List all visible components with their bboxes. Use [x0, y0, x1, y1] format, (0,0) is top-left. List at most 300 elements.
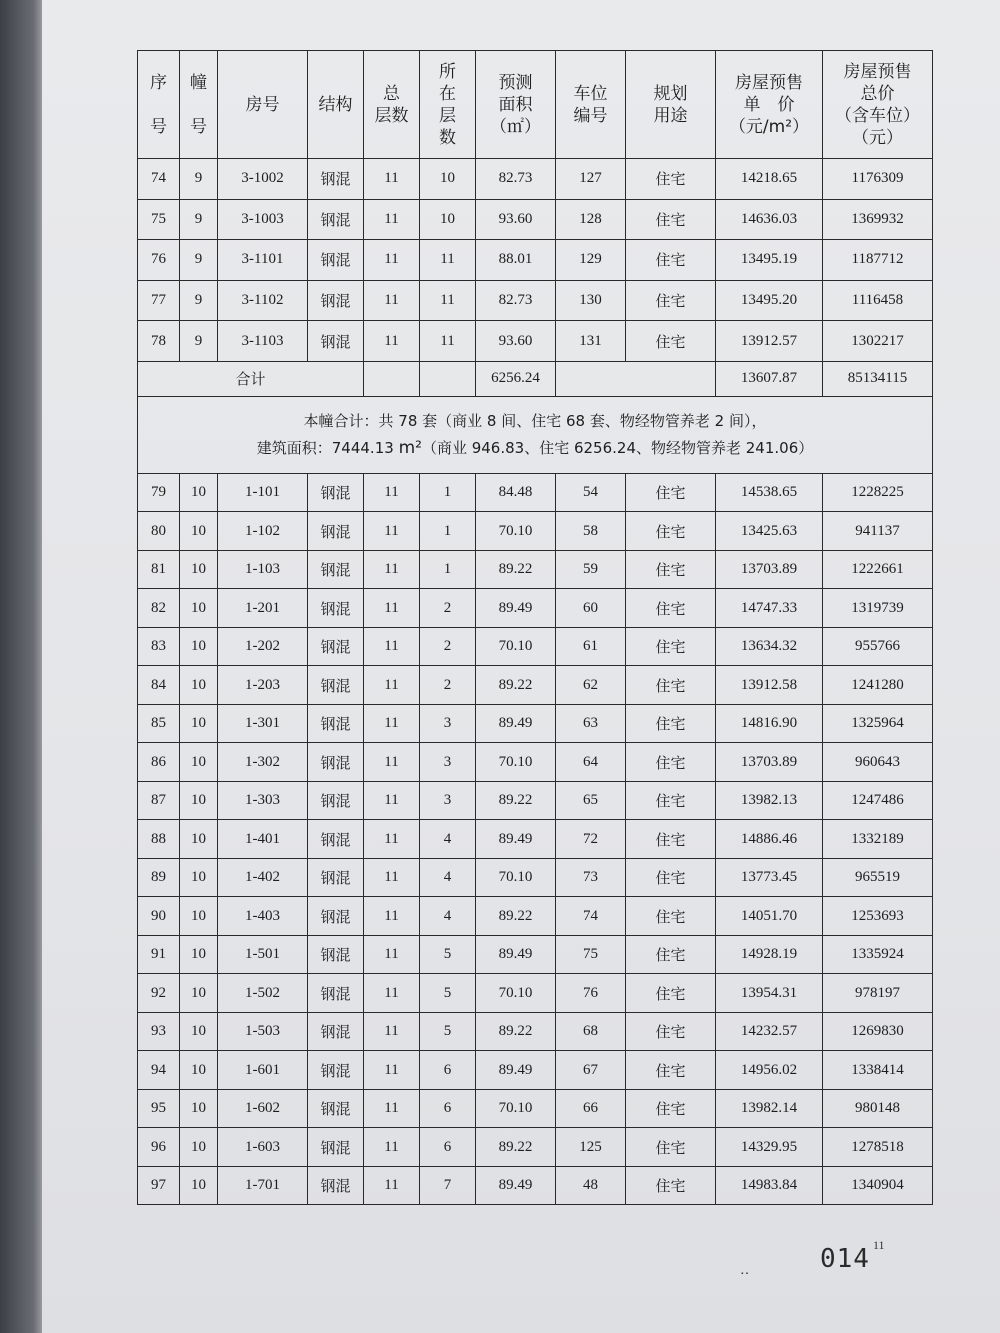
- table-row: [138, 280, 933, 321]
- table-row: [138, 159, 933, 200]
- table-cell: 1-303: [218, 781, 308, 820]
- table-cell: 5: [420, 1012, 476, 1051]
- table-cell: 住宅: [626, 743, 716, 782]
- table-cell: 1-101: [218, 473, 308, 512]
- table-cell: 3-1103: [218, 321, 308, 362]
- table-cell: 1-503: [218, 1012, 308, 1051]
- table-cell: 11: [364, 897, 420, 936]
- table-cell: 住宅: [626, 473, 716, 512]
- table-cell: 77: [138, 280, 180, 321]
- summary-breakdown: （商业 946.83、住宅 6256.24、物经物管养老 241.06）: [421, 438, 814, 457]
- table-cell: 83: [138, 627, 180, 666]
- table-body: [138, 159, 933, 1205]
- header-cell: 序 号: [138, 51, 180, 159]
- table-cell: 10: [180, 704, 218, 743]
- table-cell: 钢混: [308, 627, 364, 666]
- table-cell: 1228225: [823, 473, 933, 512]
- table-cell: 1319739: [823, 589, 933, 628]
- table-cell: 1-701: [218, 1166, 308, 1205]
- table-cell: 9: [180, 159, 218, 200]
- table-cell: 14218.65: [716, 159, 823, 200]
- table-cell: 3: [420, 743, 476, 782]
- table-cell: 74: [556, 897, 626, 936]
- table-cell: 1-203: [218, 666, 308, 705]
- table-cell: 住宅: [626, 1128, 716, 1167]
- table-cell: 1-401: [218, 820, 308, 859]
- table-cell: 9: [180, 199, 218, 240]
- table-cell: 住宅: [626, 1166, 716, 1205]
- header-cell: 总 层数: [364, 51, 420, 159]
- building-summary: [138, 396, 933, 473]
- presale-price-table: [137, 50, 933, 1205]
- table-cell: 129: [556, 240, 626, 281]
- table-cell: 钢混: [308, 666, 364, 705]
- table-cell: 10: [180, 743, 218, 782]
- table-cell: 1187712: [823, 240, 933, 281]
- table-cell: 钢混: [308, 240, 364, 281]
- table-cell: 钢混: [308, 1089, 364, 1128]
- table-cell: 住宅: [626, 550, 716, 589]
- table-cell: 1278518: [823, 1128, 933, 1167]
- table-cell: 58: [556, 512, 626, 551]
- table-cell: 3-1003: [218, 199, 308, 240]
- table-cell: 6: [420, 1128, 476, 1167]
- table-cell: 5: [420, 935, 476, 974]
- table-cell: 97: [138, 1166, 180, 1205]
- page-dots: ‥: [740, 1263, 750, 1278]
- table-row: [138, 743, 933, 782]
- table-cell: 75: [556, 935, 626, 974]
- table-cell: 1247486: [823, 781, 933, 820]
- table-cell: 13773.45: [716, 858, 823, 897]
- table-row: [138, 1051, 933, 1090]
- total-unit-price: 13607.87: [716, 361, 823, 396]
- table-cell: 1-603: [218, 1128, 308, 1167]
- table-row: [138, 1089, 933, 1128]
- table-cell: 14051.70: [716, 897, 823, 936]
- table-cell: 14928.19: [716, 935, 823, 974]
- table-cell: 13495.19: [716, 240, 823, 281]
- table-cell: 61: [556, 627, 626, 666]
- table-cell: 89.22: [476, 1128, 556, 1167]
- table-cell: 78: [138, 321, 180, 362]
- table-cell: 住宅: [626, 512, 716, 551]
- table-row: [138, 199, 933, 240]
- table-cell: 钢混: [308, 974, 364, 1013]
- building-summary-row: [138, 396, 933, 473]
- table-cell: 钢混: [308, 704, 364, 743]
- table-cell: 10: [180, 1012, 218, 1051]
- table-cell: 住宅: [626, 820, 716, 859]
- table-cell: 13982.14: [716, 1089, 823, 1128]
- table-cell: 79: [138, 473, 180, 512]
- header-cell: 房号: [218, 51, 308, 159]
- table-cell: [420, 361, 476, 396]
- header-cell: 车位 编号: [556, 51, 626, 159]
- table-cell: 住宅: [626, 1051, 716, 1090]
- table-cell: 住宅: [626, 858, 716, 897]
- table-cell: 钢混: [308, 550, 364, 589]
- table-row: [138, 935, 933, 974]
- table-cell: 1335924: [823, 935, 933, 974]
- table-cell: 住宅: [626, 897, 716, 936]
- table-cell: 钢混: [308, 1012, 364, 1051]
- table-cell: 11: [364, 1012, 420, 1051]
- table-cell: 住宅: [626, 589, 716, 628]
- table-cell: 14329.95: [716, 1128, 823, 1167]
- table-cell: 1340904: [823, 1166, 933, 1205]
- table-row: [138, 473, 933, 512]
- table-cell: 76: [138, 240, 180, 281]
- table-cell: 67: [556, 1051, 626, 1090]
- table-cell: 70.10: [476, 974, 556, 1013]
- table-cell: 72: [556, 820, 626, 859]
- table-cell: 钢混: [308, 935, 364, 974]
- table-cell: 11: [364, 1051, 420, 1090]
- table-cell: 住宅: [626, 704, 716, 743]
- table-cell: 钢混: [308, 321, 364, 362]
- table-cell: 89.49: [476, 1051, 556, 1090]
- table-cell: 4: [420, 897, 476, 936]
- table-cell: 941137: [823, 512, 933, 551]
- table-row: [138, 512, 933, 551]
- table-cell: 1: [420, 473, 476, 512]
- table-cell: 1325964: [823, 704, 933, 743]
- header-cell: 房屋预售 总价 （含车位） （元）: [823, 51, 933, 159]
- table-cell: 4: [420, 820, 476, 859]
- table-cell: 86: [138, 743, 180, 782]
- table-cell: 14747.33: [716, 589, 823, 628]
- table-cell: 11: [364, 240, 420, 281]
- table-cell: 89.22: [476, 666, 556, 705]
- table-cell: 10: [420, 199, 476, 240]
- table-cell: 1369932: [823, 199, 933, 240]
- total-label: 合计: [138, 361, 364, 396]
- table-cell: 11: [364, 512, 420, 551]
- table-row: [138, 321, 933, 362]
- table-cell: 89.22: [476, 1012, 556, 1051]
- table-cell: 1-502: [218, 974, 308, 1013]
- table-cell: 1241280: [823, 666, 933, 705]
- table-cell: 钢混: [308, 473, 364, 512]
- table-cell: 住宅: [626, 627, 716, 666]
- table-cell: 73: [556, 858, 626, 897]
- table-cell: 62: [556, 666, 626, 705]
- table-cell: 80: [138, 512, 180, 551]
- page-number-superscript: 11: [873, 1238, 885, 1252]
- table-cell: 11: [364, 473, 420, 512]
- table-cell: 钢混: [308, 159, 364, 200]
- table-cell: 2: [420, 666, 476, 705]
- table-cell: 96: [138, 1128, 180, 1167]
- table-row: [138, 1166, 933, 1205]
- table-cell: 960643: [823, 743, 933, 782]
- table-cell: 6: [420, 1051, 476, 1090]
- table-cell: 3-1102: [218, 280, 308, 321]
- table-cell: 11: [364, 321, 420, 362]
- table-cell: 1-501: [218, 935, 308, 974]
- table-cell: 10: [180, 1089, 218, 1128]
- header-cell: 结构: [308, 51, 364, 159]
- table-cell: 11: [364, 1089, 420, 1128]
- table-cell: 1-301: [218, 704, 308, 743]
- table-cell: 11: [364, 159, 420, 200]
- table-cell: 3: [420, 704, 476, 743]
- table-cell: 1222661: [823, 550, 933, 589]
- table-cell: 84.48: [476, 473, 556, 512]
- header-cell: 预测 面积 （㎡）: [476, 51, 556, 159]
- table-cell: 钢混: [308, 280, 364, 321]
- table-cell: 3-1002: [218, 159, 308, 200]
- table-cell: 89.49: [476, 704, 556, 743]
- table-cell: 10: [180, 897, 218, 936]
- table-cell: 74: [138, 159, 180, 200]
- table-cell: 76: [556, 974, 626, 1013]
- table-cell: 75: [138, 199, 180, 240]
- table-cell: 钢混: [308, 512, 364, 551]
- table-cell: 5: [420, 974, 476, 1013]
- table-cell: 89.49: [476, 820, 556, 859]
- table-cell: 93.60: [476, 321, 556, 362]
- table-cell: 住宅: [626, 1012, 716, 1051]
- table-header-row: [138, 51, 933, 159]
- table-cell: 82: [138, 589, 180, 628]
- table-cell: 钢混: [308, 858, 364, 897]
- table-cell: 81: [138, 550, 180, 589]
- table-cell: 1116458: [823, 280, 933, 321]
- table-cell: 63: [556, 704, 626, 743]
- table-cell: 11: [364, 1166, 420, 1205]
- table-cell: 11: [364, 1128, 420, 1167]
- table-cell: 钢混: [308, 1128, 364, 1167]
- table-cell: 11: [364, 589, 420, 628]
- table-cell: 14232.57: [716, 1012, 823, 1051]
- table-cell: 1253693: [823, 897, 933, 936]
- table-cell: 131: [556, 321, 626, 362]
- table-cell: 89: [138, 858, 180, 897]
- table-cell: 85: [138, 704, 180, 743]
- table-cell: 127: [556, 159, 626, 200]
- table-cell: 66: [556, 1089, 626, 1128]
- table-cell: 11: [364, 666, 420, 705]
- table-cell: 70.10: [476, 512, 556, 551]
- table-row: [138, 820, 933, 859]
- table-cell: 1176309: [823, 159, 933, 200]
- table-cell: 14886.46: [716, 820, 823, 859]
- table-cell: 68: [556, 1012, 626, 1051]
- table-cell: 住宅: [626, 159, 716, 200]
- table-cell: 14956.02: [716, 1051, 823, 1090]
- table-cell: 10: [180, 473, 218, 512]
- table-cell: 11: [364, 820, 420, 859]
- table-cell: 10: [180, 1051, 218, 1090]
- page-number: 014: [820, 1244, 870, 1274]
- table-cell: 48: [556, 1166, 626, 1205]
- table-cell: 70.10: [476, 743, 556, 782]
- table-cell: 10: [180, 1166, 218, 1205]
- table-cell: 10: [180, 858, 218, 897]
- table-cell: [556, 361, 716, 396]
- table-row: [138, 858, 933, 897]
- table-cell: 130: [556, 280, 626, 321]
- table-cell: 128: [556, 199, 626, 240]
- table-cell: 70.10: [476, 858, 556, 897]
- table-cell: 1-201: [218, 589, 308, 628]
- table-row: [138, 666, 933, 705]
- table-cell: 980148: [823, 1089, 933, 1128]
- table-cell: 70.10: [476, 627, 556, 666]
- table-cell: 89.49: [476, 935, 556, 974]
- table-cell: 钢混: [308, 820, 364, 859]
- table-row: [138, 781, 933, 820]
- table-cell: 11: [420, 321, 476, 362]
- table-cell: 60: [556, 589, 626, 628]
- table-cell: 3-1101: [218, 240, 308, 281]
- table-cell: 70.10: [476, 1089, 556, 1128]
- table-cell: 住宅: [626, 935, 716, 974]
- table-cell: 10: [180, 589, 218, 628]
- table-cell: 1-103: [218, 550, 308, 589]
- summary-unit: m²: [398, 437, 422, 458]
- table-row: [138, 1128, 933, 1167]
- table-cell: 11: [364, 743, 420, 782]
- table-cell: 10: [180, 666, 218, 705]
- table-row: [138, 704, 933, 743]
- table-cell: 1332189: [823, 820, 933, 859]
- table-cell: 84: [138, 666, 180, 705]
- table-cell: 住宅: [626, 666, 716, 705]
- table-cell: 13703.89: [716, 550, 823, 589]
- table-cell: 钢混: [308, 1166, 364, 1205]
- table-cell: 1-403: [218, 897, 308, 936]
- table-cell: 13954.31: [716, 974, 823, 1013]
- table-cell: 11: [420, 280, 476, 321]
- table-cell: 955766: [823, 627, 933, 666]
- table-cell: 11: [364, 280, 420, 321]
- table-cell: 59: [556, 550, 626, 589]
- table-row: [138, 550, 933, 589]
- table-cell: 125: [556, 1128, 626, 1167]
- table-cell: 10: [180, 820, 218, 859]
- table-cell: 7: [420, 1166, 476, 1205]
- table-cell: 住宅: [626, 199, 716, 240]
- table-cell: 14636.03: [716, 199, 823, 240]
- table-cell: 92: [138, 974, 180, 1013]
- table-cell: 82.73: [476, 280, 556, 321]
- table-cell: 965519: [823, 858, 933, 897]
- table-cell: 1-202: [218, 627, 308, 666]
- table-cell: 钢混: [308, 781, 364, 820]
- table-cell: 93: [138, 1012, 180, 1051]
- table-cell: 11: [364, 199, 420, 240]
- table-cell: 90: [138, 897, 180, 936]
- table-cell: 10: [180, 974, 218, 1013]
- table-cell: 13703.89: [716, 743, 823, 782]
- book-spine-shadow: [0, 0, 48, 1333]
- table-cell: 钢混: [308, 589, 364, 628]
- table-cell: 钢混: [308, 199, 364, 240]
- header-cell: 所 在 层 数: [420, 51, 476, 159]
- table-cell: 11: [364, 627, 420, 666]
- table-cell: 64: [556, 743, 626, 782]
- total-price: 85134115: [823, 361, 933, 396]
- table-cell: 13634.32: [716, 627, 823, 666]
- table-cell: 1: [420, 512, 476, 551]
- table-cell: 钢混: [308, 1051, 364, 1090]
- table-cell: 91: [138, 935, 180, 974]
- table-cell: 住宅: [626, 280, 716, 321]
- table-cell: 10: [180, 550, 218, 589]
- table-cell: 4: [420, 858, 476, 897]
- table-cell: 2: [420, 589, 476, 628]
- table-cell: 11: [420, 240, 476, 281]
- table-cell: 9: [180, 240, 218, 281]
- table-cell: 11: [364, 781, 420, 820]
- table-cell: 1302217: [823, 321, 933, 362]
- table-cell: 住宅: [626, 240, 716, 281]
- table-cell: 13425.63: [716, 512, 823, 551]
- table-cell: 住宅: [626, 321, 716, 362]
- table-cell: 11: [364, 550, 420, 589]
- table-cell: 钢混: [308, 897, 364, 936]
- header-cell: 规划 用途: [626, 51, 716, 159]
- table-cell: 10: [180, 627, 218, 666]
- header-cell: 幢 号: [180, 51, 218, 159]
- table-cell: 钢混: [308, 743, 364, 782]
- table-cell: [364, 361, 420, 396]
- table-cell: 93.60: [476, 199, 556, 240]
- table-cell: 65: [556, 781, 626, 820]
- table-cell: 88: [138, 820, 180, 859]
- table-cell: 54: [556, 473, 626, 512]
- table-cell: 住宅: [626, 781, 716, 820]
- table-cell: 89.22: [476, 897, 556, 936]
- table-cell: 978197: [823, 974, 933, 1013]
- table-cell: 13495.20: [716, 280, 823, 321]
- table-cell: 6: [420, 1089, 476, 1128]
- summary-line-1: 本幢合计：共 78 套（商业 8 间、住宅 68 套、物经物管养老 2 间），: [303, 411, 767, 430]
- total-row: [138, 361, 933, 396]
- table-cell: 1-302: [218, 743, 308, 782]
- table-cell: 11: [364, 704, 420, 743]
- total-area: 6256.24: [476, 361, 556, 396]
- summary-area: 建筑面积：7444.13: [256, 438, 399, 457]
- table-cell: 82.73: [476, 159, 556, 200]
- table-row: [138, 1012, 933, 1051]
- table-cell: 1-402: [218, 858, 308, 897]
- table-cell: 10: [180, 512, 218, 551]
- table-row: [138, 897, 933, 936]
- table-cell: 9: [180, 321, 218, 362]
- table-cell: 1338414: [823, 1051, 933, 1090]
- table-cell: 2: [420, 627, 476, 666]
- table-cell: 87: [138, 781, 180, 820]
- summary-line-2: [138, 435, 932, 462]
- table-cell: 89.49: [476, 589, 556, 628]
- table-cell: 11: [364, 935, 420, 974]
- table-cell: 14983.84: [716, 1166, 823, 1205]
- table-row: [138, 627, 933, 666]
- table-cell: 1-102: [218, 512, 308, 551]
- table-cell: 14816.90: [716, 704, 823, 743]
- table-cell: 住宅: [626, 974, 716, 1013]
- table-cell: 10: [420, 159, 476, 200]
- table-cell: 13912.58: [716, 666, 823, 705]
- table-cell: 89.22: [476, 550, 556, 589]
- table-cell: 10: [180, 781, 218, 820]
- table-row: [138, 589, 933, 628]
- table-cell: 1-601: [218, 1051, 308, 1090]
